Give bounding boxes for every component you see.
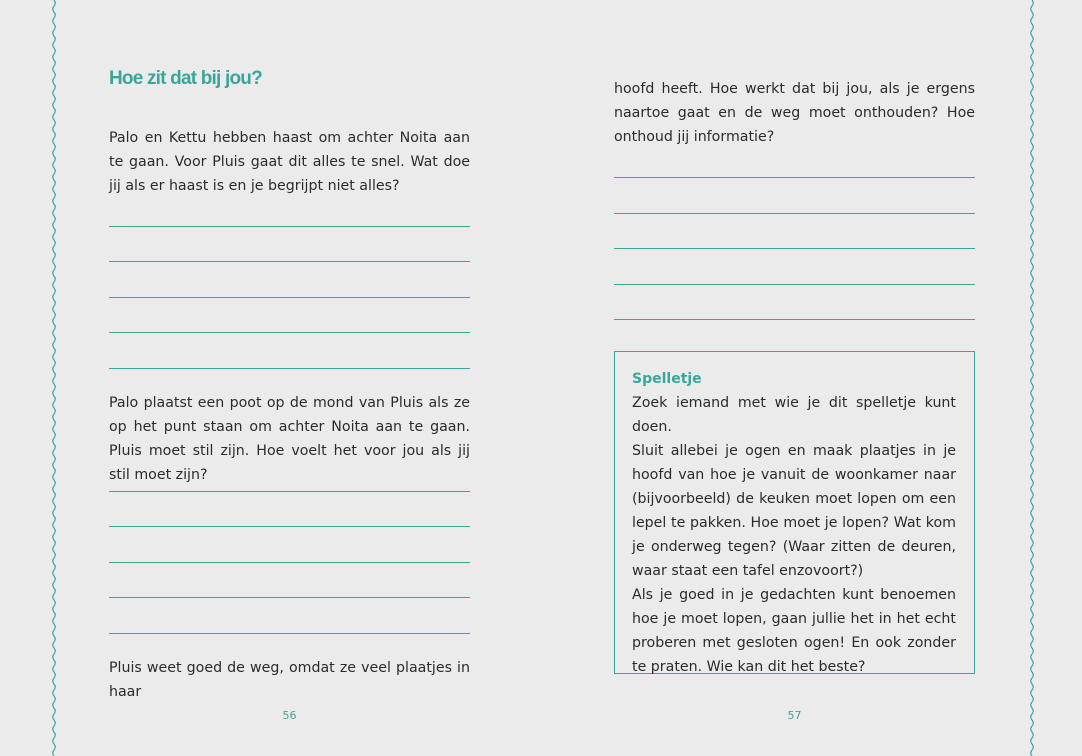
writing-line [109, 226, 470, 227]
page-number: 56 [282, 709, 297, 722]
writing-line [109, 526, 470, 527]
writing-line [614, 213, 975, 214]
writing-line [109, 368, 470, 369]
right-page [614, 0, 975, 756]
game-box-title: Spelletje [632, 371, 702, 387]
writing-line [109, 491, 470, 492]
page-number: 57 [787, 709, 802, 722]
writing-line [109, 562, 470, 563]
game-box-text [632, 391, 956, 679]
writing-line [614, 248, 975, 249]
writing-line [614, 319, 975, 320]
question-paragraph-continued: hoofd heeft. Hoe werkt dat bij jou, als je ergens naartoe gaat en de weg moet onthouden? Hoe onthoud jij informatie? [614, 81, 975, 145]
question-paragraph-3: Pluis weet goed de weg, omdat ze veel plaatjes in haar [109, 660, 470, 700]
left-page [109, 0, 470, 756]
question-paragraph-1: Palo en Kettu hebben haast om achter Noita aan te gaan. Voor Pluis gaat dit alles te snel. Wat doe jij als er haast is en je begrijpt niet alles? [109, 130, 470, 194]
question-paragraph-2: Palo plaatst een poot op de mond van Pluis als ze op het punt staan om achter Noita aan te gaan. Pluis moet stil zijn. Hoe voelt het voor jou als jij stil moet zijn? [109, 395, 470, 483]
game-instruction-3: Als je goed in je gedachten kunt benoemen hoe je moet lopen, gaan jullie het in het echt proberen met gesloten ogen! En ook zonder te praten. Wie kan dit het beste? [632, 587, 956, 675]
left-wavy-border [51, 0, 57, 756]
writing-line [614, 177, 975, 178]
writing-line [614, 284, 975, 285]
game-instruction-2: Sluit allebei je ogen en maak plaatjes in je hoofd van hoe je vanuit de woonkamer naar (bijvoorbeeld) de keuken moet lopen om een lepel te pakken. Hoe moet je lopen? Wat kom je onderweg tegen? (Waar zitten de deuren, waar staat een tafel enzovoort?) [632, 443, 956, 579]
writing-line [109, 261, 470, 262]
right-wavy-border [1029, 0, 1035, 756]
writing-line [109, 597, 470, 598]
writing-line [109, 633, 470, 634]
writing-line [109, 297, 470, 298]
writing-line [109, 332, 470, 333]
game-instruction-1: Zoek iemand met wie je dit spelletje kunt doen. [632, 395, 956, 435]
page-heading: Hoe zit dat bij jou? [109, 68, 262, 89]
